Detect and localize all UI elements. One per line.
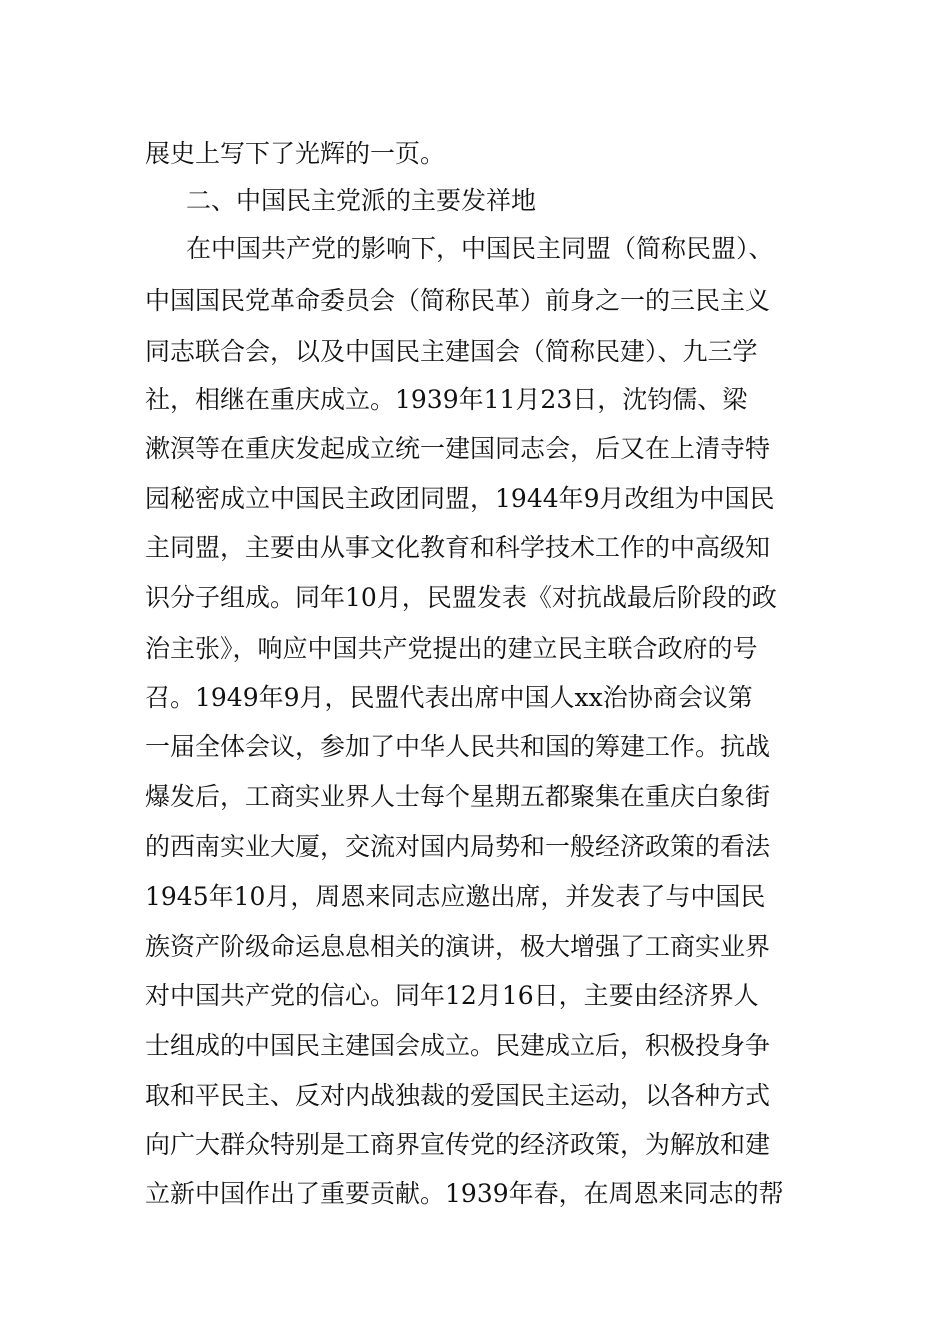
text-line: 漱溟等在重庆发起成立统一建国同志会，后又在上清寺特 bbox=[145, 434, 771, 463]
text-line: 同志联合会，以及中国民主建国会（简称民建）、九三学 bbox=[145, 337, 758, 366]
text-line: 社，相继在重庆成立。1939年11月23日，沈钧儒、梁 bbox=[145, 385, 748, 414]
text-line: 召。1949年9月，民盟代表出席中国人xx治协商会议第 bbox=[145, 683, 753, 712]
text-line: 的西南实业大厦，交流对国内局势和一般经济政策的看法 bbox=[145, 832, 771, 861]
text-line: 取和平民主、反对内战独裁的爱国民主运动，以各种方式 bbox=[145, 1081, 771, 1110]
text-line: 主同盟，主要由从事文化教育和科学技术工作的中高级知 bbox=[145, 533, 771, 562]
text-line: 治主张》，响应中国共产党提出的建立民主联合政府的号 bbox=[145, 634, 758, 663]
text-line: 立新中国作出了重要贡献。1939年春，在周恩来同志的帮 bbox=[145, 1179, 784, 1208]
text-line: 对中国共产党的信心。同年12月16日，主要由经济界人 bbox=[145, 981, 759, 1010]
text-line: 展史上写下了光辉的一页。 bbox=[145, 139, 446, 168]
text-line: 中国国民党革命委员会（简称民革）前身之一的三民主义 bbox=[145, 286, 771, 315]
text-line: 士组成的中国民主建国会成立。民建成立后，积极投身争 bbox=[145, 1031, 771, 1060]
text-line: 向广大群众特别是工商界宣传党的经济政策，为解放和建 bbox=[145, 1130, 771, 1159]
text-line: 识分子组成。同年10月，民盟发表《对抗战最后阶段的政 bbox=[145, 583, 777, 612]
text-line: 族资产阶级命运息息相关的演讲，极大增强了工商实业界 bbox=[145, 932, 771, 961]
paragraph-first-line: 在中国共产党的影响下，中国民主同盟（简称民盟）、 bbox=[186, 234, 774, 263]
section-heading: 二、中国民主党派的主要发祥地 bbox=[186, 186, 537, 215]
text-line: 爆发后，工商实业界人士每个星期五都聚集在重庆白象街 bbox=[145, 782, 771, 811]
text-line: 园秘密成立中国民主政团同盟，1944年9月改组为中国民 bbox=[145, 484, 775, 513]
text-line: 1945年10月，周恩来同志应邀出席，并发表了与中国民 bbox=[145, 882, 766, 911]
text-line: 一届全体会议，参加了中华人民共和国的筹建工作。抗战 bbox=[145, 732, 771, 761]
